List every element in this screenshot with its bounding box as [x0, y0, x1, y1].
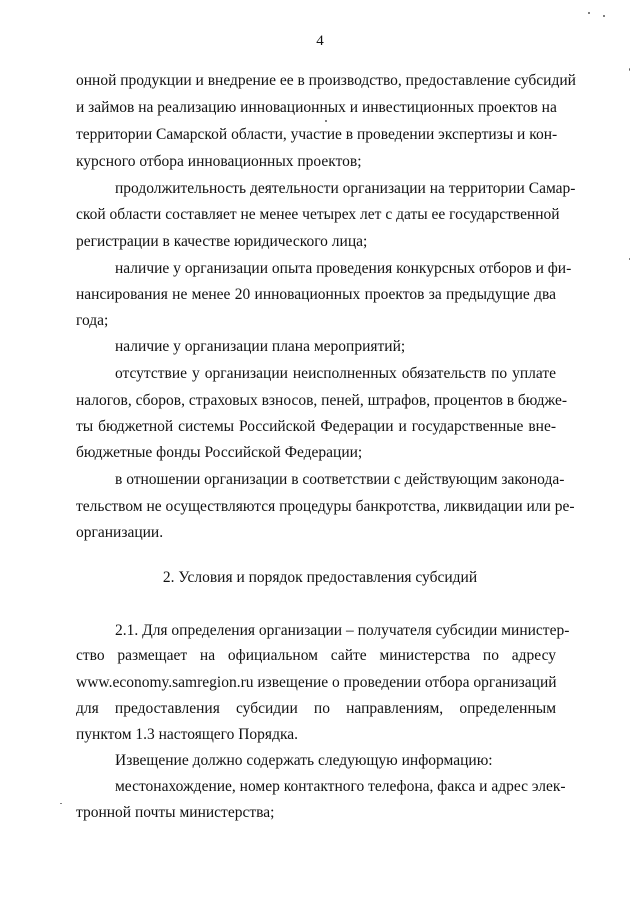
section-heading: 2. Условия и порядок предоставления субсидий [162, 569, 478, 586]
text-line: ты бюджетной системы Российской Федерации и государственные вне- [76, 418, 556, 435]
text-line: в отношении организации в соответствии с действующим законода- [115, 471, 565, 488]
text-line: ской области составляет не менее четырех лет с даты ее государственной [76, 206, 560, 223]
text-line: продолжительность деятельности организации на территории Самар- [115, 180, 576, 197]
text-line: курсного отбора инновационных проектов; [76, 153, 362, 170]
scan-speck [588, 12, 590, 14]
text-line: местонахождение, номер контактного телефона, факса и адрес элек- [115, 778, 566, 795]
text-line: пунктом 1.3 настоящего Порядка. [76, 726, 299, 743]
text-line: нансирования не менее 20 инновационных проектов за предыдущие два [76, 286, 556, 303]
text-line: онной продукции и внедрение ее в производство, предоставление субсидий [76, 72, 576, 89]
scan-speck [325, 120, 327, 122]
text-line: www.economy.samregion.ru извещение о проведении отбора организаций [76, 674, 557, 691]
text-line: организации. [76, 524, 164, 541]
text-line: Извещение должно содержать следующую информацию: [115, 752, 493, 769]
text-line: отсутствие у организации неисполненных обязательств по уплате [115, 365, 556, 382]
text-line: и займов на реализацию инновационных и инвестиционных проектов на [76, 99, 557, 116]
text-line: года; [76, 312, 109, 329]
page-number: 4 [316, 33, 324, 49]
scan-speck [603, 15, 605, 17]
scan-speck [629, 258, 630, 260]
text-line: 2.1. Для определения организации – получателя субсидии министер- [115, 622, 570, 639]
text-line: бюджетные фонды Российской Федерации; [76, 444, 363, 461]
text-line: территории Самарской области, участие в проведении экспертизы и кон- [76, 126, 558, 143]
text-line: регистрации в качестве юридического лица; [76, 233, 368, 250]
text-line: наличие у организации плана мероприятий; [115, 338, 406, 355]
text-line: для предоставления субсидии по направлениям, определенным [76, 700, 556, 717]
text-line: наличие у организации опыта проведения конкурсных отборов и фи- [115, 260, 572, 277]
scan-speck [60, 803, 62, 804]
scan-speck [629, 68, 630, 71]
text-line: ство размещает на официальном сайте министерства по адресу [76, 647, 556, 664]
text-line: тронной почты министерства; [76, 804, 275, 821]
text-line: налогов, сборов, страховых взносов, пеней, штрафов, процентов в бюдже- [76, 392, 568, 409]
text-line: тельством не осуществляются процедуры банкротства, ликвидации или ре- [76, 498, 575, 515]
